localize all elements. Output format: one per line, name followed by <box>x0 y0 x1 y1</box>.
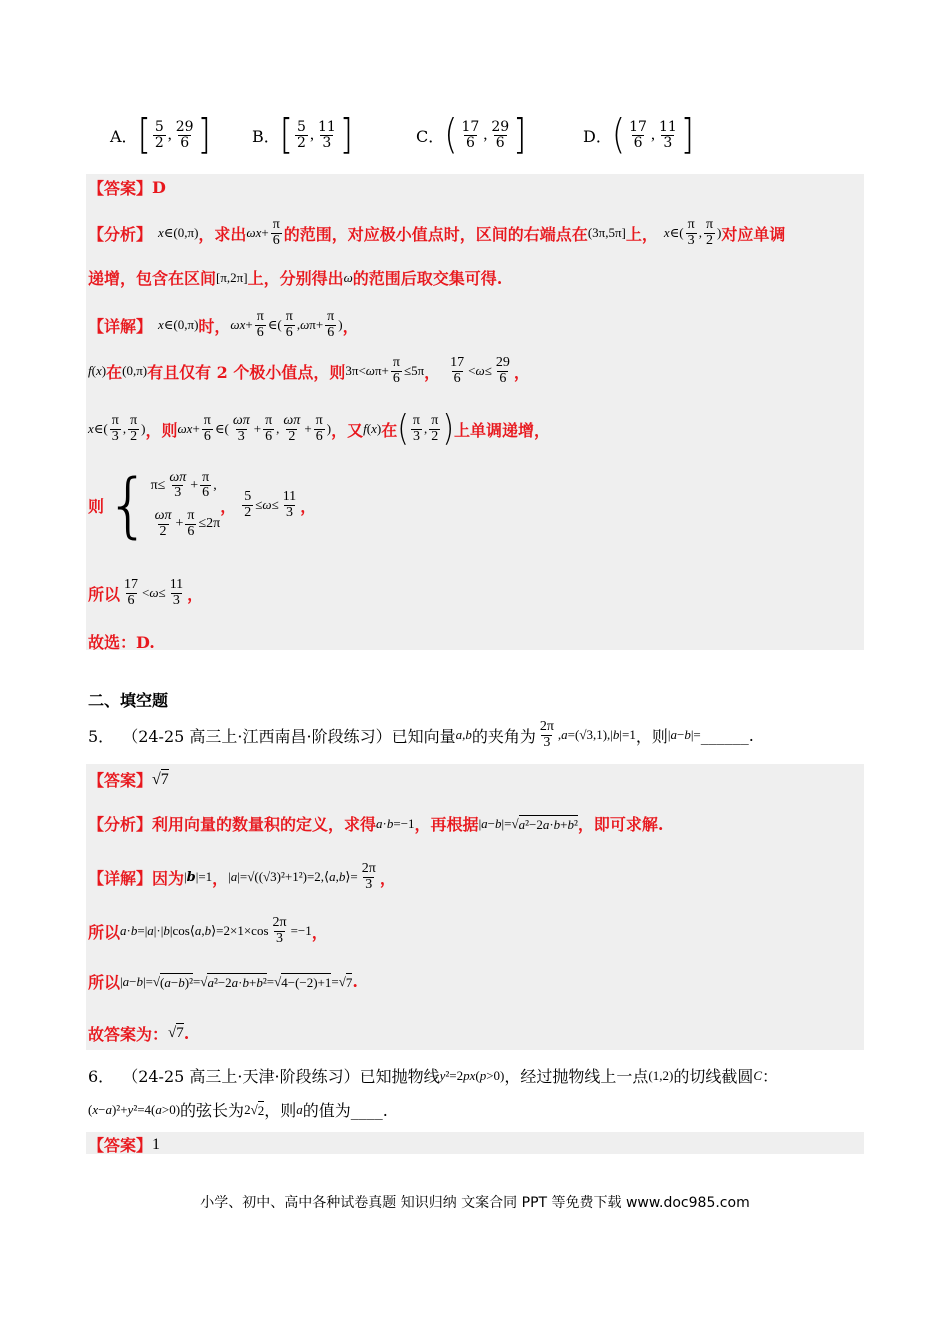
q4-detail-line5: 所以 $\frac{17}{6}$ < ω ≤ $\frac{11}{3}$ ， <box>88 577 204 608</box>
q4-analysis-line1: 【分析】 x ∈(0,π) ，求出 ωx + $\frac{\pi}{6}$ 的范围，对应极小值点时，区间的右端点在 (3π,5π] 上， x ∈( $\frac{\pi}{3}$ , $\frac{\pi}{2}$ ) 对应单调 <box>88 217 786 248</box>
q5-analysis: 【分析】 利用向量的数量积的定义，求得 a · b =−1 ，再根据 | a − b |=√ a²−2a·b+b² ，即可求解. <box>88 815 664 834</box>
q5-final: 故答案为： √7 . <box>88 1024 190 1044</box>
q4-detail-line3: x ∈( $\frac{\pi}{3}$ , $\frac{\pi}{2}$ ) ，则 ωx + $\frac{\pi}{6}$ ∈( $\frac{\omega\pi}{3}$ + $\frac{\pi}{6}$ , $\frac{\omega\pi}{2}$ + $\frac{\pi}{6}$ ) ，又 f ( x ) 在 ( $\frac{\pi}{3}$ , $\frac{\pi}{2}$ ) 上单调递增， <box>88 407 551 450</box>
q4-detail-line1: 【详解】 x ∈(0,π) 时， ωx + $\frac{\pi}{6}$ ∈( $\frac{\pi}{6}$ , ω π+ $\frac{\pi}{6}$ ) ， <box>88 309 359 340</box>
q5-answer: 【答案】 √7 <box>88 770 169 790</box>
q5-detail-line1: 【详解】 因为 | b |=1 ， | a |=√((√3)²+1²)=2,⟨ a , b ⟩= $\frac{2\pi}{3}$ ， <box>88 861 396 892</box>
option-c-right: $\frac{29}{6}$ <box>491 118 510 151</box>
q6-question-line2: ( x − a )²+ y ²=4( a >0) 的弦长为 2√ 2 ，则 a 的值为____. <box>88 1101 388 1120</box>
q4-detail-line2: f ( x ) 在 (0,π) 有且仅有 2 个极小值点，则 3π< ω π+ $\frac{\pi}{6}$ ≤5π ， $\frac{17}{6}$ < ω ≤ $\frac{29}{6}$ ， <box>88 355 530 386</box>
q6-question-line1: 6． （24-25 高三上·天津·阶段练习）已知抛物线 y ²=2 px ( p >0) ，经过抛物线上一点 (1,2) 的切线截圆 C ： <box>88 1067 779 1086</box>
option-d: D． ( $\frac{17}{6}$ , $\frac{11}{3}$ ] <box>583 111 695 159</box>
q4-analysis-line2: 递增，包含在区间 [π,2π] 上，分别得出 ω 的范围后取交集可得. <box>88 269 503 288</box>
q4-answer: 【答案】 D <box>88 178 166 198</box>
option-d-left: $\frac{17}{6}$ <box>629 118 647 151</box>
option-a: A． [ $\frac{5}{2}$ , $\frac{29}{6}$ ] <box>110 111 211 159</box>
q5-question: 5． （24-25 高三上·江西南昌·阶段练习）已知向量 a , b 的夹角为 $\frac{2\pi}{3}$ , a =(√3,1),| b |=1 ，则 | a − b |= ______. <box>88 719 754 750</box>
option-a-left: $\frac{5}{2}$ <box>154 118 164 151</box>
option-c-left: $\frac{17}{6}$ <box>461 118 480 151</box>
q5-detail-line3: 所以 | a − b |=√ (a−b)² =√ a²−2a·b+b² =√ 4−(−2)+1 =√ 7 . <box>88 972 358 992</box>
q6-solution-box <box>86 1132 864 1154</box>
option-b: B． [ $\frac{5}{2}$ , $\frac{11}{3}$ ] <box>252 111 354 159</box>
option-b-left: $\frac{5}{2}$ <box>297 118 306 151</box>
option-a-label: A． <box>110 126 138 146</box>
q4-final: 故选：D. <box>88 633 155 652</box>
section-title: 二、填空题 <box>88 691 169 710</box>
option-c: C． ( $\frac{17}{6}$ , $\frac{29}{6}$ ] <box>416 111 527 159</box>
option-d-right: $\frac{11}{3}$ <box>658 118 677 151</box>
page-footer: 小学、初中、高中各种试卷真题 知识归纳 文案合同 PPT 等免费下载 www.doc985.com <box>200 1195 750 1211</box>
q6-answer: 【答案】 1 <box>88 1135 161 1155</box>
option-d-label: D． <box>583 126 612 146</box>
q4-detail-line4: 则 { π≤ $\frac{\omega\pi}{3}$ + $\frac{\pi}{6}$ , $\frac{\omega\pi}{2}$ + $\frac{\pi}{6}$ ≤2π ， $\frac{5}{2}$ ≤ ω ≤ $\frac{11}{3}$ ， <box>88 464 317 546</box>
option-b-right: $\frac{11}{3}$ <box>317 118 336 151</box>
option-c-label: C． <box>416 126 445 146</box>
q5-solution-box <box>86 764 864 1050</box>
q5-detail-line2: 所以 a · b =| a |·| b |cos⟨ a , b ⟩=2×1×cos $\frac{2\pi}{3}$ =−1 ， <box>88 915 328 946</box>
option-b-label: B． <box>252 126 280 146</box>
option-a-right: $\frac{29}{6}$ <box>175 118 194 151</box>
